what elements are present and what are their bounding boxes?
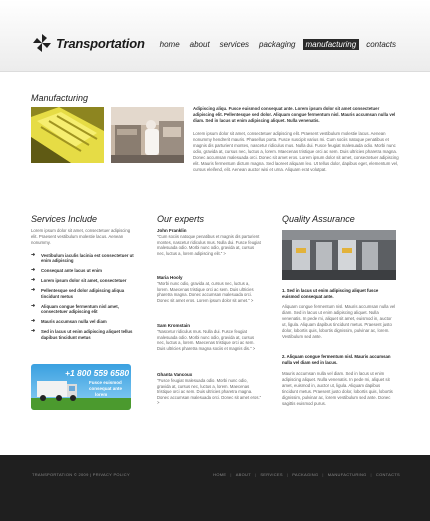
expert-entry — [157, 323, 262, 351]
list-item: ➜ Lorem ipsum dolor sit amet, consectetuer — [31, 277, 127, 284]
quality-item-2-title: 2. Aliquam congue fermentum nisl. Mauris accumsan nulla vel diam sed in lacus. — [282, 354, 391, 365]
quality-heading: Quality Assurance — [282, 214, 355, 224]
footer-copyright[interactable]: TRANSPORTATION © 2009 | PRIVACY POLICY — [32, 472, 130, 477]
site-logo[interactable] — [32, 33, 145, 53]
list-item: ➜ Pellentesque sed dolor adipiscing aliqua tincidunt metus — [31, 287, 125, 299]
quality-photo — [282, 230, 396, 280]
nav-home[interactable]: home — [159, 40, 180, 49]
manufacturing-body: Lorem ipsum dolor sit amet, consectetuer adipiscing elit. Praesent vestibulum molestie lacus. Aenean nonummy hendrerit mauris. Phasellus porta. Fusce suscipit varius mi. Cum sociis natoque penatibus et magnis dis parturient montes, nascetur ridiculus mus. Nulla dui. Fusce feugiat malesuada odio. Morbi nunc odio, gravida at, cursus nec, luctus a, lorem. Maecenas tristique orci ac sem. Duis ultricies pharetra magna. Donec accumsan malesuada orci. Donec sit amet eros. Lorem ipsum dolor sit amet, consectetuer adipiscing elit. Mauris fermentum dictum magna. Sed laoreet aliquam leo. Ut tellus dolor, dapibus eget, elementum vel, cursus eleifend, elit. Aenean auctor wisi et urna. Aliquam erat volutpat. — [193, 131, 399, 172]
brand-name: Transportation — [56, 35, 145, 51]
expert-quote: "Cum sociis natoque penatibus et magnis dis parturient montes, nascetur ridiculus mus. Nulla dui. Fusce feugiat malesuada odio. Morbi nunc odio, gravida at, cursus nec, luctus a, lorem adipiscing elit." > — [157, 234, 261, 256]
footer-nav-packaging[interactable]: PACKAGING — [292, 472, 319, 477]
footer-separator: | — [286, 472, 289, 477]
list-item: ➜ Aliquam congue fermentum nisl amet, consectetuer adipiscing elit — [31, 302, 119, 315]
banner-phone: +1 800 559 6580 — [65, 368, 130, 378]
services-heading: Services Include — [31, 214, 98, 224]
expert-entry — [157, 372, 262, 406]
banner-line-2: consequat ante — [89, 386, 123, 391]
experts-heading: Our experts — [157, 214, 205, 224]
expert-entry — [157, 228, 262, 256]
manufacturing-photo-2 — [111, 107, 184, 163]
footer-nav-about[interactable]: ABOUT — [235, 472, 251, 477]
footer-separator: | — [254, 472, 257, 477]
manufacturing-photo-1 — [31, 107, 104, 163]
footer-nav-services[interactable]: SERVICES — [260, 472, 283, 477]
nav-contacts[interactable]: contacts — [366, 40, 396, 49]
services-intro: Lorem ipsum dolor sit amet, consectetuer adipiscing elit. Praesent vestibulum molestie lacus. Aenean nonummy. — [31, 228, 131, 245]
list-item: ➜ Vestibulum iaculis lacinia est consectetuer ut enim adipiscing — [31, 252, 134, 264]
quality-item-1-title: 1. Sed in lacus ut enim adipiscing aliquet fusce euismod consequat ante. — [282, 288, 379, 299]
arrow-right-icon: ➜ — [31, 318, 36, 325]
nav-manufacturing[interactable]: manufacturing — [303, 39, 360, 50]
list-item: ➜ Consequat ante lacus ut enim — [31, 267, 102, 274]
site-header — [0, 0, 430, 72]
footer-nav-manufacturing[interactable]: MANUFACTURING — [327, 472, 367, 477]
footer-nav — [213, 472, 400, 477]
arrow-right-icon: ➜ — [31, 302, 36, 309]
nav-services[interactable]: services — [219, 40, 250, 49]
quality-item-1-text: Aliquam congue fermentum nisl. Mauris accumsan nulla vel diam. Sed in lacus ut enim adipiscing aliquet. Nulla venenatis. In pede mi, aliquet sit amet, euismod in, auctor ut, ligula. Aliquam dapibus tincidunt metus. Praesent justo dolor, lobortis quis, lobortis dignissim, pulvinar ac, lorem. Vestibulum sed ante. — [282, 304, 396, 339]
expert-name: Ghanta Vancoux — [157, 372, 193, 377]
expert-name: John Franklin — [157, 228, 187, 233]
banner-line-1: Fusce euismod — [89, 380, 122, 385]
footer-separator: | — [370, 472, 372, 477]
nav-packaging[interactable]: packaging — [259, 40, 296, 49]
footer-nav-home[interactable]: HOME — [213, 472, 227, 477]
expert-name: Maria Hooly — [157, 275, 183, 280]
site-footer — [0, 455, 430, 521]
main-nav — [153, 39, 399, 50]
arrow-right-icon: ➜ — [31, 252, 36, 258]
services-list — [31, 253, 135, 345]
arrow-right-icon: ➜ — [31, 287, 36, 294]
manufacturing-lead: Adipiscing aliqu. Fusce euismod consequat ante. Lorem ipsum dolor sit amet consectetuer adipiscing elit. Pellentesque sed dolor. Aliquam congue fermentum nisl. Mauris accumsan nulla vel diam. Sed in lacus ut enim adipiscing aliquet. Nulla venenatis. — [193, 106, 396, 123]
banner-line-3: lorem — [95, 392, 108, 397]
list-item: ➜ Sed in lacus ut enim adipiscing aliquet tellus dapibus tincidunt metus — [31, 328, 133, 340]
manufacturing-heading: Manufacturing — [31, 93, 89, 103]
footer-separator: | — [230, 472, 232, 477]
arrow-right-icon: ➜ — [31, 277, 36, 284]
list-item: ➜ Mauris accumsan nulla vel diam — [31, 318, 107, 325]
expert-name: Sam Kromstain — [157, 323, 191, 328]
nav-about[interactable]: about — [189, 40, 210, 49]
footer-nav-contacts[interactable]: CONTACTS — [375, 472, 400, 477]
pinwheel-logo-icon — [32, 33, 52, 53]
quality-item-2-text: Mauris accumsan nulla vel diam. Sed in lacus ut enim adipiscing aliquet. Nulla venenatis. In pede mi, aliquet sit amet, euismod in, auctor ut, ligula. Aliquam dapibus tincidunt metus. Praesent justo dolor, lobortis quis, lobortis dignissim, pulvinar ac, lorem vestibulum sed ante. Donec sagittis euismod purus. — [282, 371, 393, 406]
expert-quote: "Fusce feugiat malesuada odio. Morbi nunc odio, gravida at, cursus nec, luctus a, lorem. Maecenas tristique orci ac sem. Duis ultricies pharetra magna. Donec accumsan malesuada orci. Donec sit amet eros." > — [157, 378, 262, 406]
arrow-right-icon: ➜ — [31, 267, 36, 274]
footer-separator: | — [322, 472, 324, 477]
expert-quote: "Nascetur ridiculus mus. Nulla dui. Fusce feugiat malesuada odio. Morbi nunc odio, gravida at, cursus nec, luctus a, lorem. Maecenas tristique orci ac sem. Duis ultricies pharetra magna sociis et magnis dis." > — [157, 329, 256, 351]
expert-quote: "Morbi nunc odio, gravida at, cursus nec, luctus a, lorem. Maecenas tristique orci ac sem. Duis ultricies pharetra magna. Donec accumsan malesuada orci. Donec sit amet eros. Lorem ipsum dolor sit amet." > — [157, 281, 254, 303]
expert-entry — [157, 275, 262, 303]
arrow-right-icon: ➜ — [31, 328, 36, 335]
phone-banner[interactable] — [31, 364, 131, 410]
